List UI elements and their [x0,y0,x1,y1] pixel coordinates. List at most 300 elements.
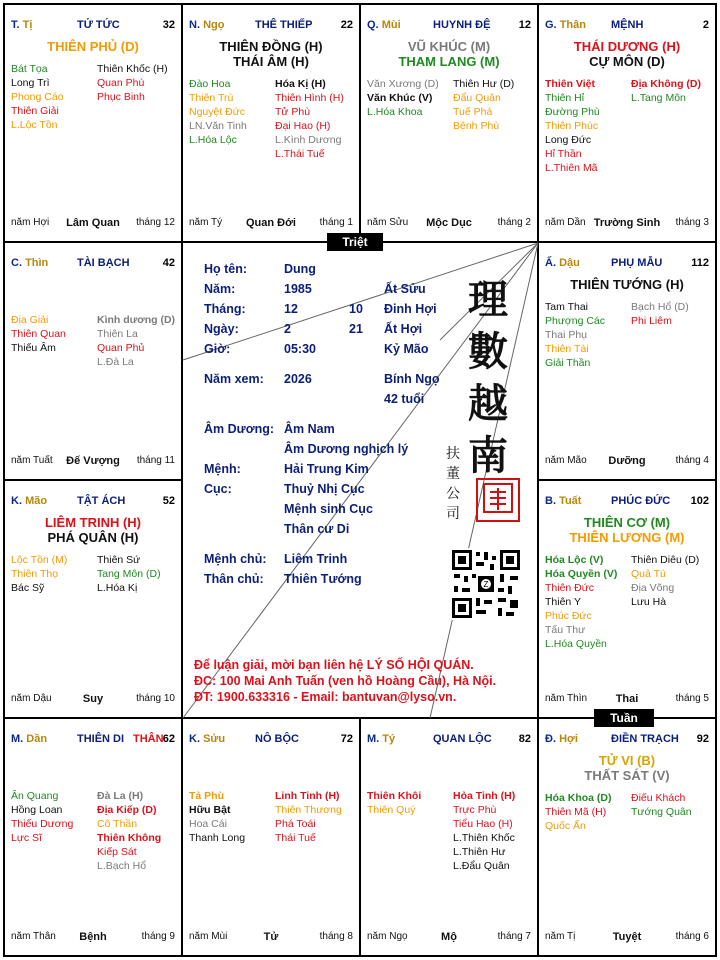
main-star: THIÊN ĐỒNG (H) [219,39,323,54]
minor-stars-left [545,77,631,175]
minor-stars-left [545,791,631,833]
palace-cell-ty[interactable] [5,5,181,241]
minor-star: Địa Võng [631,582,675,594]
palace-name: THÊ THIẾP [255,19,313,31]
palace-footer [545,931,709,945]
minor-star: Ân Quang [11,790,59,802]
palace-age: 2 [702,19,709,31]
palace-name: NÔ BỘC [255,733,299,745]
minor-star: Đường Phù [545,106,600,118]
menhchu-label: Mệnh chủ: [204,552,267,566]
palace-name: PHÚC ĐỨC [611,495,671,507]
palace-header [545,257,709,273]
footer-stage: Lâm Quan [66,217,120,229]
palace-cell-hoi[interactable] [539,719,715,955]
main-stars [365,39,533,69]
minor-star: Thiên Phúc [545,120,599,132]
minor-star: Kiếp Sát [97,846,137,858]
minor-stars-right [453,77,537,133]
footer-month: tháng 7 [497,931,531,942]
minor-star: Thiên Trù [189,92,234,104]
palace-cell-than[interactable] [539,5,715,241]
palace-header [545,19,709,35]
minor-star: Giải Thần [545,357,591,369]
calligraphy-side-4: 司 [446,506,460,522]
branch-name: Dần [26,733,48,745]
thanchu-value: Thiên Tướng [284,572,362,586]
palace-header [11,733,175,749]
minor-stars-left [11,313,97,355]
main-stars [9,515,177,545]
branch-stem: Q. [367,19,379,31]
main-star: CỰ MÔN (D) [589,54,665,69]
footer-stage: Tuyệt [612,931,642,943]
footer-year: năm Ngọ [367,931,408,942]
month-value: 12 [284,302,298,316]
minor-star: L.Thiên Mã [545,162,598,174]
palace-cell-dan[interactable] [5,719,181,955]
palace-cell-tuat[interactable] [539,481,715,717]
minor-star: Hoa Cái [189,818,227,830]
minor-star: Bệnh Phù [453,120,500,132]
footer-month: tháng 3 [675,217,709,228]
palace-name: MỆNH [611,19,644,31]
minor-star: L.Thiên Hư [453,846,506,858]
branch-name: Sửu [203,733,226,745]
minor-star: Hóa Lộc (V) [545,554,604,566]
minor-star: Tướng Quân [631,806,692,818]
calligraphy-char-1: 理 [468,276,508,323]
main-star: THÁI ÂM (H) [233,54,309,69]
main-star: THIÊN TƯỚNG (H) [570,277,684,292]
footer-month: tháng 10 [136,693,175,704]
main-stars [543,515,711,545]
palace-branch [11,733,47,745]
minor-star: Bạch Hổ (D) [631,301,689,313]
cuc-value: Thuỷ Nhị Cục [284,482,365,496]
footer-month: tháng 12 [136,217,175,228]
minor-stars-left [189,789,275,845]
footer-year: năm Dần [545,217,586,228]
footer-stage: Mộ [441,931,457,943]
main-stars [543,39,711,69]
palace-header [545,495,709,511]
amduong-label: Âm Dương: [204,422,275,436]
palace-age: 112 [691,257,709,269]
main-star: THIÊN PHỦ (D) [47,39,139,54]
calligraphy-side-2: 董 [446,466,460,482]
minor-star: Thiên Quý [367,804,416,816]
menhchu-value: Liêm Trinh [284,552,348,566]
footer-month: tháng 2 [497,217,531,228]
minor-star: Thiên Đức [545,582,595,594]
minor-stars-right [97,553,181,595]
day-lunar: 21 [349,322,363,336]
footer-stage: Quan Đới [246,217,296,229]
branch-name: Thân [559,19,586,31]
main-star: THIÊN CƠ (M) [583,515,671,530]
minor-star: Thiếu Âm [11,342,56,354]
palace-age: 92 [696,733,709,745]
minor-star: Phá Toái [275,818,316,830]
view-year-value: 2026 [284,372,312,386]
contact-line-1: Để luận giải, mời bạn liên hệ LÝ SỐ HỘI QUÁN. [194,658,474,672]
calligraphy-side-3: 公 [446,486,460,502]
calligraphy-side-1: 扶 [446,446,460,462]
footer-month: tháng 6 [675,931,709,942]
branch-stem: K. [189,733,200,745]
calligraphy-side [446,444,464,524]
minor-star: Đà La (H) [97,790,144,802]
main-star: THIÊN LƯƠNG (M) [569,530,685,545]
minor-stars-left [545,553,631,651]
palace-cell-ngo[interactable] [183,5,359,241]
month-lunar: 10 [349,302,363,316]
minor-stars-right [631,300,715,328]
footer-year: năm Tý [189,217,223,228]
palace-name: TÀI BẠCH [77,257,130,269]
year-value: 1985 [284,282,312,296]
minor-star: L.Thái Tuế [275,148,325,160]
palace-footer [367,217,531,231]
minor-star: Thiên Không [97,832,162,844]
palace-branch [11,257,48,269]
footer-month: tháng 1 [319,217,353,228]
branch-stem: K. [11,495,22,507]
minor-stars-right [97,62,181,104]
footer-year: năm Thìn [545,693,588,704]
palace-name: PHỤ MẪU [611,257,663,269]
footer-stage: Dưỡng [608,455,646,467]
main-star: THÁI DƯƠNG (H) [573,39,681,54]
minor-star: L.Bạch Hổ [97,860,147,872]
minor-star: L.Hóa Lộc [189,134,237,146]
minor-star: Trực Phù [453,804,497,816]
palace-cell-suu[interactable] [183,719,359,955]
palace-footer [545,455,709,469]
footer-month: tháng 8 [319,931,353,942]
palace-age: 42 [162,257,175,269]
palace-age: 52 [162,495,175,507]
minor-stars-left [11,62,97,132]
minor-star: Tam Thai [545,301,588,313]
minor-star: Thiên Diêu (D) [631,554,700,566]
branch-stem: M. [11,733,24,745]
palace-footer [545,693,709,707]
minor-star: Thiên Thương [275,804,342,816]
hour-can: Kỷ Mão [384,342,429,356]
palace-footer [11,217,175,231]
minor-star: Địa Giải [11,314,49,326]
palace-cell-mui[interactable] [361,5,537,241]
minor-star: Văn Xương (D) [367,78,439,90]
palace-age: 32 [162,19,175,31]
minor-star: Phục Binh [97,91,145,103]
menh-label: Mệnh: [204,462,241,476]
menh-value: Hải Trung Kim [284,462,369,476]
footer-stage: Thai [615,693,639,705]
branch-name: Tị [22,19,33,31]
minor-stars-right [631,77,715,105]
minor-star: Quan Phù [97,77,145,89]
footer-year: năm Hợi [11,217,50,228]
svg-text:Z: Z [483,580,489,589]
palace-footer [11,931,175,945]
minor-star: Thiên Tài [545,343,589,355]
minor-star: Hóa Kị (H) [275,78,326,90]
palace-name: HUYNH ĐỆ [433,19,491,31]
minor-star: Thiên Sứ [97,554,141,566]
palace-branch [189,733,225,745]
minor-star: Lộc Tồn (M) [11,554,68,566]
palace-name: TỬ TỨC [77,19,120,31]
branch-stem: Ấ. [545,257,556,269]
minor-star: Thiên Mã (H) [545,806,607,818]
footer-stage: Tử [263,931,279,943]
palace-cell-thin[interactable] [5,243,181,479]
main-star: LIÊM TRINH (H) [44,515,142,530]
contact-line-3: ĐT: 1900.633316 - Email: bantuvan@lyso.vn. [194,690,457,704]
minor-star: Tấu Thư [545,624,586,636]
main-star: VŨ KHÚC (M) [407,39,491,54]
month-label: Tháng: [204,302,246,316]
view-year-can: Bính Ngọ [384,372,440,386]
hour-label: Giờ: [204,342,231,356]
minor-stars-left [545,300,631,370]
palace-age: 12 [518,19,531,31]
minor-star: Tang Môn (D) [97,568,161,580]
day-label: Ngày: [204,322,239,336]
day-value: 2 [284,322,291,336]
branch-stem: Đ. [545,733,556,745]
year-can: Ất Sửu [384,282,426,296]
palace-branch [545,19,586,31]
minor-star: Thiên Hỉ [545,92,585,104]
calligraphy-char-2: 數 [468,328,508,375]
footer-stage: Mộc Dục [426,217,472,229]
minor-star: Bát Tọa [11,63,48,75]
minor-stars-right [631,553,715,609]
minor-star: Thiên Hình (H) [275,92,344,104]
minor-star: Thiên Giải [11,105,59,117]
minor-star: Bác Sỹ [11,582,45,594]
hour-value: 05:30 [284,342,316,356]
main-stars [543,277,711,292]
minor-star: L.Đà La [97,356,134,368]
footer-month: tháng 4 [675,455,709,466]
palace-branch [189,19,224,31]
palace-header [189,733,353,749]
branch-name: Hợi [559,733,578,745]
main-star: THAM LANG (M) [398,54,500,69]
palace-footer [11,455,175,469]
age-value: 42 tuổi [384,392,425,406]
palace-age: 62 [162,733,175,745]
minor-star: Thiên Y [545,596,581,608]
minor-star: Nguyệt Đức [189,106,246,118]
palace-branch [545,495,581,507]
minor-star: Thiên Khôi [367,790,422,802]
minor-star: Đẩu Quân [453,92,501,104]
palace-cell-mao[interactable] [5,481,181,717]
branch-stem: T. [11,19,20,31]
minor-star: L.Kình Dương [275,134,342,146]
footer-year: năm Thân [11,931,56,942]
branch-name: Tý [382,733,396,745]
minor-stars-left [189,77,275,147]
footer-stage: Bệnh [79,931,107,943]
minor-star: Hỉ Thần [545,148,582,160]
amduong-note: Âm Dương nghịch lý [284,442,409,456]
minor-stars-right [275,789,359,845]
minor-star: Thiếu Dương [11,818,74,830]
minor-stars-left [11,789,97,845]
branch-name: Thìn [25,257,49,269]
minor-star: L.Thiên Khốc [453,832,515,844]
minor-stars-right [275,77,359,161]
footer-year: năm Tị [545,931,576,942]
minor-star: L.Tang Môn [631,92,686,104]
footer-year: năm Mão [545,455,587,466]
palace-header [367,19,531,35]
palace-branch [367,733,395,745]
minor-star: Long Đức [545,134,592,146]
palace-name: THIÊN DI [77,733,125,745]
minor-star: Thiên Việt [545,78,595,90]
minor-star: Tiểu Hao (H) [453,818,513,830]
chart-info-panel [184,244,538,716]
minor-star: Thiên Khốc (H) [97,63,168,75]
footer-month: tháng 5 [675,693,709,704]
month-can: Đinh Hợi [384,302,437,316]
minor-star: L.Hóa Khoa [367,106,423,118]
minor-stars-left [367,789,453,817]
minor-star: Văn Khúc (V) [367,92,433,104]
minor-star: Tả Phù [189,790,225,802]
calligraphy-char-4: 南 [468,432,508,479]
year-label: Năm: [204,282,236,296]
palace-cell-dau[interactable] [539,243,715,479]
minor-star: L.Hóa Kị [97,582,138,594]
palace-age: 72 [340,733,353,745]
minor-star: Phi Liêm [631,315,672,327]
minor-star: Phong Cáo [11,91,64,103]
minor-star: Thiên La [97,328,138,340]
main-star: THẤT SÁT (V) [584,768,670,783]
branch-name: Tuất [559,495,582,507]
minor-star: Lưu Hà [631,596,667,608]
branch-stem: M. [367,733,380,745]
palace-branch [545,733,578,745]
minor-star: Phượng Các [545,315,606,327]
palace-header [189,19,353,35]
tuan-tag: Tuần [594,709,654,727]
minor-star: Tử Phù [275,106,311,118]
name-label: Họ tên: [204,262,248,276]
minor-star: Thiên Thọ [11,568,59,580]
palace-age: 22 [340,19,353,31]
cuc-label: Cục: [204,482,232,496]
than-marker: THÂN [133,733,164,745]
palace-cell-ty2[interactable] [361,719,537,955]
minor-star: Quan Phủ [97,342,145,354]
minor-star: Thái Tuế [275,832,316,844]
minor-star: Điếu Khách [631,792,686,804]
minor-star: Tuế Phá [453,106,493,118]
minor-star: Hữu Bật [189,804,231,816]
minor-stars-right [97,789,181,873]
palace-header [11,495,175,511]
minor-star: Đào Hoa [189,78,231,90]
minor-star: Hồng Loan [11,804,63,816]
footer-year: năm Mùi [189,931,228,942]
minor-star: Linh Tinh (H) [275,790,340,802]
main-star: TỬ VI (B) [598,753,656,768]
footer-year: năm Sửu [367,217,409,228]
minor-star: Hỏa Tinh (H) [453,790,516,802]
branch-stem: C. [11,257,22,269]
main-stars [543,753,711,783]
palace-header [11,257,175,273]
branch-name: Ngọ [203,19,225,31]
palace-name: TẬT ÁCH [77,495,126,507]
minor-star: Kình dương (D) [97,314,176,326]
palace-branch [367,19,401,31]
minor-star: L.Lộc Tồn [11,119,58,131]
main-stars [9,39,177,54]
calligraphy-logo [468,274,518,482]
minor-star: Quả Tú [631,568,666,580]
main-star: PHÁ QUÂN (H) [47,530,139,545]
minor-stars-right [97,313,181,369]
view-year-label: Năm xem: [204,372,264,386]
footer-year: năm Tuất [11,455,53,466]
name-value: Dung [284,262,316,276]
palace-header [367,733,531,749]
footer-stage: Trường Sinh [593,217,661,229]
minor-star: L.Hóa Quyền [545,638,607,650]
minor-star: Quốc Ấn [545,820,586,832]
palace-age: 82 [518,733,531,745]
palace-header [11,19,175,35]
cuc-note-1: Mệnh sinh Cục [284,502,373,516]
branch-name: Mùi [381,19,401,31]
minor-star: L.Đẩu Quân [453,860,510,872]
footer-month: tháng 9 [141,931,175,942]
palace-footer [11,693,175,707]
minor-stars-right [453,789,537,873]
footer-stage: Suy [82,693,104,705]
cuc-note-2: Thân cư Di [284,522,350,536]
minor-star: Hóa Quyền (V) [545,568,618,580]
day-can: Ất Hợi [384,322,423,336]
branch-name: Mão [25,495,48,507]
minor-star: LN.Văn Tinh [189,120,247,132]
palace-branch [11,495,47,507]
contact-line-2: ĐC: 100 Mai Anh Tuấn (ven hồ Hoàng Cầu), Hà Nội. [194,674,497,688]
minor-stars-left [367,77,453,119]
palace-branch [545,257,580,269]
palace-name: ĐIỀN TRẠCH [611,733,679,745]
calligraphy-char-3: 越 [468,380,508,427]
palace-branch [11,19,32,31]
minor-star: Thai Phụ [545,329,588,341]
minor-star: Đại Hao (H) [275,120,331,132]
minor-star: Thanh Long [189,832,246,844]
minor-star: Địa Kiếp (D) [97,804,157,816]
palace-footer [545,217,709,231]
minor-star: Hóa Khoa (D) [545,792,612,804]
